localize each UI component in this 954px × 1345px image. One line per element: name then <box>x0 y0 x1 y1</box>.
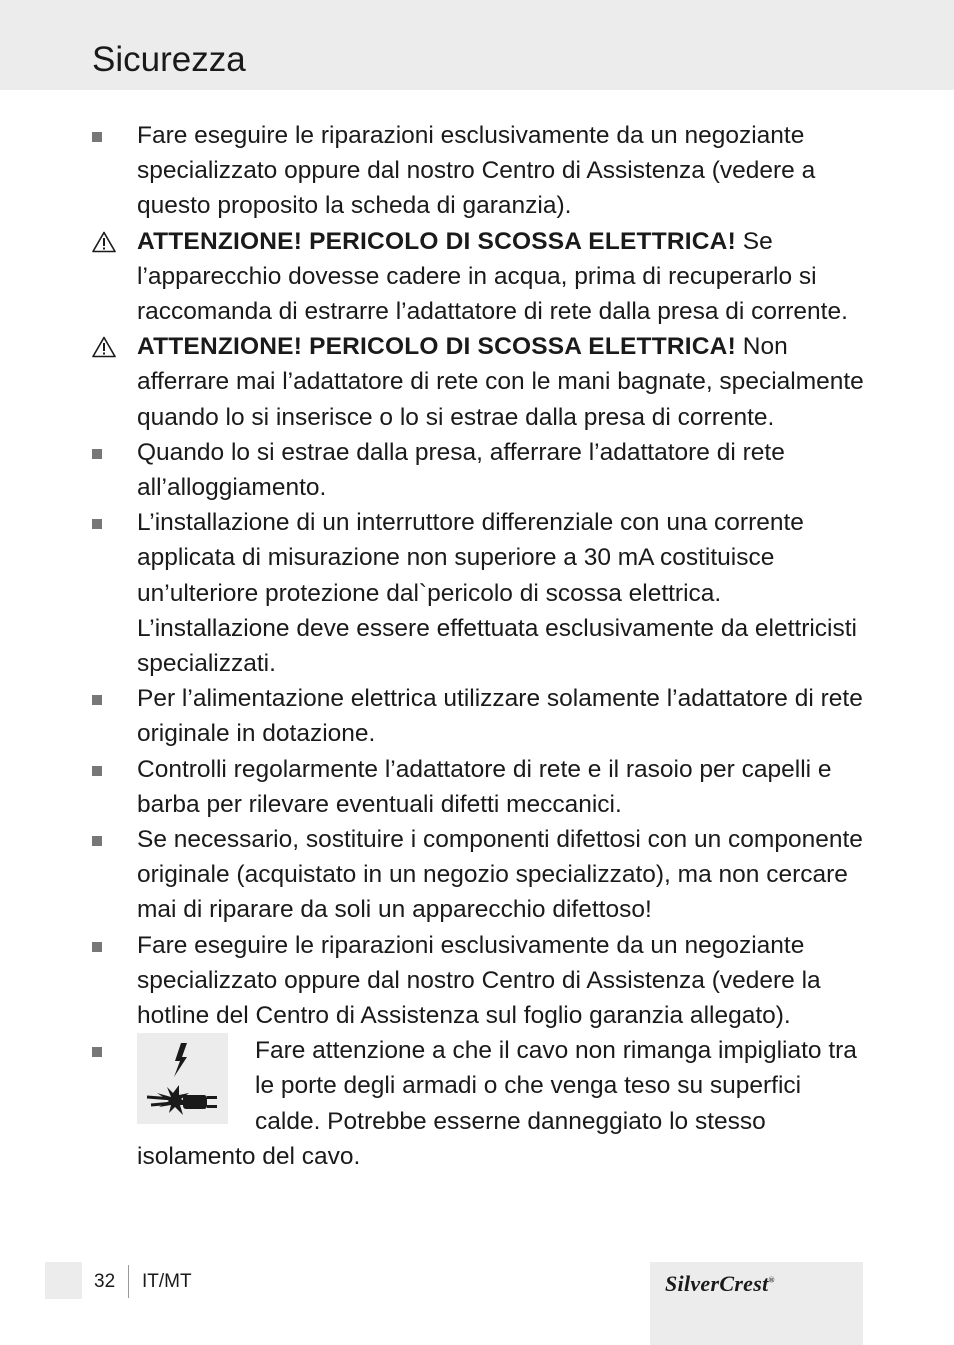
square-bullet-icon <box>92 822 116 857</box>
list-item <box>0 822 954 928</box>
item-text: Quando lo si estrae dalla presa, afferrare l’adattatore di rete all’alloggiamento. <box>137 438 785 502</box>
item-text: Fare attenzione a che il cavo non rimanga impigliato tra le porte degli armadi o che venga teso su superfici calde. Potrebbe esserne danneggiato lo stesso isolamento del cavo. <box>137 1037 857 1170</box>
locale-label: IT/MT <box>142 1271 192 1292</box>
registered-mark: ® <box>768 1275 775 1285</box>
square-bullet-icon <box>92 505 116 540</box>
list-item <box>0 329 954 435</box>
list-item <box>0 118 954 224</box>
item-text: Se necessario, sostituire i componenti difettosi con un componente originale (acquistato in un negozio specializzato), ma non cercare mai di riparare da soli un apparecchio difettoso! <box>137 826 863 924</box>
brand-logo <box>665 1271 775 1297</box>
item-text: Fare eseguire le riparazioni esclusivamente da un negoziante specializzato oppure dal nostro Centro di Assistenza (vedere a questo proposito la scheda di garanzia). <box>137 122 816 220</box>
square-bullet-icon <box>92 435 116 470</box>
list-item <box>0 752 954 822</box>
item-text: Se l’apparecchio dovesse cadere in acqua, prima di recuperarlo si raccomanda di estrarre l’adattatore di rete dalla presa di corrente. <box>137 227 848 326</box>
item-text: Per l’alimentazione elettrica utilizzare solamente l’adattatore di rete originale in dotazione. <box>137 685 863 748</box>
brand-logo-box <box>650 1262 863 1345</box>
footer-divider <box>128 1265 129 1298</box>
warning-heading: ATTENZIONE! PERICOLO DI SCOSSA ELETTRICA! <box>137 227 736 255</box>
item-text: Fare eseguire le riparazioni esclusivamente da un negoziante specializzato oppure dal nostro Centro di Assistenza (vedere la hotline del Centro di Assistenza sul foglio garanzia allegato). <box>137 931 821 1030</box>
item-text: Non afferrare mai l’adattatore di rete con le mani bagnate, specialmente quando lo si inserisce o lo si estrae dalla presa di corrente. <box>137 333 864 431</box>
warning-icon <box>92 329 116 364</box>
list-item <box>0 505 954 681</box>
list-item <box>0 928 954 1034</box>
square-bullet-icon <box>92 118 116 153</box>
cable-damage-icon <box>137 1033 228 1124</box>
page-title: Sicurezza <box>92 40 246 79</box>
item-text: L’installazione di un interruttore differenziale con una corrente applicata di misurazione non superiore a 30 mA costituisce un’ulteriore protezione dal`pericolo di scossa elettrica. L’installazione deve essere effettuata esclusivamente da elettricisti specializzati. <box>137 509 857 678</box>
square-bullet-icon <box>92 1033 116 1068</box>
footer-tab <box>45 1262 82 1299</box>
list-item <box>0 224 954 330</box>
list-item <box>0 435 954 505</box>
square-bullet-icon <box>92 752 116 787</box>
square-bullet-icon <box>92 681 116 716</box>
page-number: 32 <box>94 1271 116 1292</box>
list-item <box>0 681 954 751</box>
safety-list <box>0 118 954 1174</box>
item-text: Controlli regolarmente l’adattatore di rete e il rasoio per capelli e barba per rilevare eventuali difetti meccanici. <box>137 755 832 818</box>
brand-name: SilverCrest <box>665 1271 769 1296</box>
square-bullet-icon <box>92 928 116 963</box>
page-header <box>0 0 954 90</box>
warning-icon <box>92 224 116 259</box>
warning-heading: ATTENZIONE! PERICOLO DI SCOSSA ELETTRICA! <box>137 333 736 361</box>
list-item <box>0 1033 954 1174</box>
